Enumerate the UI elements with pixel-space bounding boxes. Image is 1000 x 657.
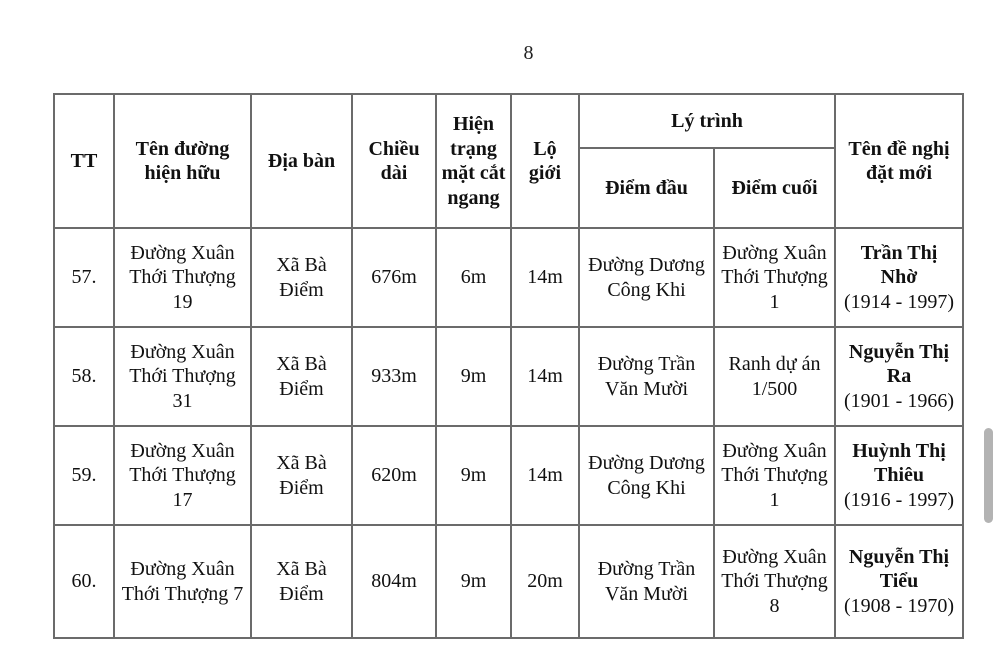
table-row bbox=[54, 426, 963, 525]
cell-end-point: Ranh dự án 1/500 bbox=[714, 327, 835, 426]
cell-road-boundary: 14m bbox=[511, 426, 579, 525]
cell-length: 676m bbox=[352, 228, 436, 327]
cell-current-section: 6m bbox=[436, 228, 511, 327]
cell-proposed-name bbox=[835, 228, 963, 327]
proposed-years: (1914 - 1997) bbox=[844, 290, 954, 313]
cell-proposed-name bbox=[835, 525, 963, 638]
header-route: Lý trình bbox=[579, 94, 835, 148]
table-header bbox=[54, 94, 963, 228]
cell-current-name: Đường Xuân Thới Thượng 17 bbox=[114, 426, 251, 525]
cell-proposed-name bbox=[835, 327, 963, 426]
cell-tt: 58. bbox=[54, 327, 114, 426]
header-proposed-name: Tên đề nghị đặt mới bbox=[835, 94, 963, 228]
road-naming-table bbox=[53, 93, 964, 639]
cell-road-boundary: 14m bbox=[511, 228, 579, 327]
cell-road-boundary: 14m bbox=[511, 327, 579, 426]
cell-length: 620m bbox=[352, 426, 436, 525]
cell-current-section: 9m bbox=[436, 327, 511, 426]
cell-current-name: Đường Xuân Thới Thượng 19 bbox=[114, 228, 251, 327]
header-start-point: Điểm đầu bbox=[579, 148, 714, 228]
header-tt: TT bbox=[54, 94, 114, 228]
cell-start-point: Đường Trần Văn Mười bbox=[579, 327, 714, 426]
header-current-section: Hiện trạng mặt cắt ngang bbox=[436, 94, 511, 228]
cell-area: Xã Bà Điểm bbox=[251, 327, 352, 426]
header-end-point: Điểm cuối bbox=[714, 148, 835, 228]
page-number: 8 bbox=[523, 42, 534, 64]
cell-tt: 57. bbox=[54, 228, 114, 327]
proposed-name: Huỳnh Thị Thiêu bbox=[852, 439, 946, 487]
cell-start-point: Đường Dương Công Khi bbox=[579, 228, 714, 327]
cell-road-boundary: 20m bbox=[511, 525, 579, 638]
proposed-years: (1916 - 1997) bbox=[844, 488, 954, 511]
proposed-years: (1908 - 1970) bbox=[844, 594, 954, 617]
header-length: Chiều dài bbox=[352, 94, 436, 228]
header-current-name: Tên đường hiện hữu bbox=[114, 94, 251, 228]
proposed-name: Nguyễn Thị Tiểu bbox=[848, 545, 950, 593]
table-row bbox=[54, 327, 963, 426]
cell-start-point: Đường Dương Công Khi bbox=[579, 426, 714, 525]
proposed-name: Trần Thị Nhờ bbox=[860, 241, 938, 289]
header-area: Địa bàn bbox=[251, 94, 352, 228]
cell-current-name: Đường Xuân Thới Thượng 31 bbox=[114, 327, 251, 426]
cell-proposed-name bbox=[835, 426, 963, 525]
table-row bbox=[54, 228, 963, 327]
cell-tt: 59. bbox=[54, 426, 114, 525]
cell-end-point: Đường Xuân Thới Thượng 8 bbox=[714, 525, 835, 638]
cell-area: Xã Bà Điểm bbox=[251, 228, 352, 327]
cell-end-point: Đường Xuân Thới Thượng 1 bbox=[714, 426, 835, 525]
cell-length: 804m bbox=[352, 525, 436, 638]
cell-current-section: 9m bbox=[436, 525, 511, 638]
cell-area: Xã Bà Điểm bbox=[251, 426, 352, 525]
cell-current-name: Đường Xuân Thới Thượng 7 bbox=[114, 525, 251, 638]
cell-start-point: Đường Trần Văn Mười bbox=[579, 525, 714, 638]
vertical-scrollbar-thumb[interactable] bbox=[984, 428, 993, 523]
header-road-boundary: Lộ giới bbox=[511, 94, 579, 228]
cell-current-section: 9m bbox=[436, 426, 511, 525]
cell-end-point: Đường Xuân Thới Thượng 1 bbox=[714, 228, 835, 327]
proposed-name: Nguyễn Thị Ra bbox=[848, 340, 950, 388]
cell-length: 933m bbox=[352, 327, 436, 426]
table-row bbox=[54, 525, 963, 638]
proposed-years: (1901 - 1966) bbox=[844, 389, 954, 412]
cell-area: Xã Bà Điểm bbox=[251, 525, 352, 638]
cell-tt: 60. bbox=[54, 525, 114, 638]
